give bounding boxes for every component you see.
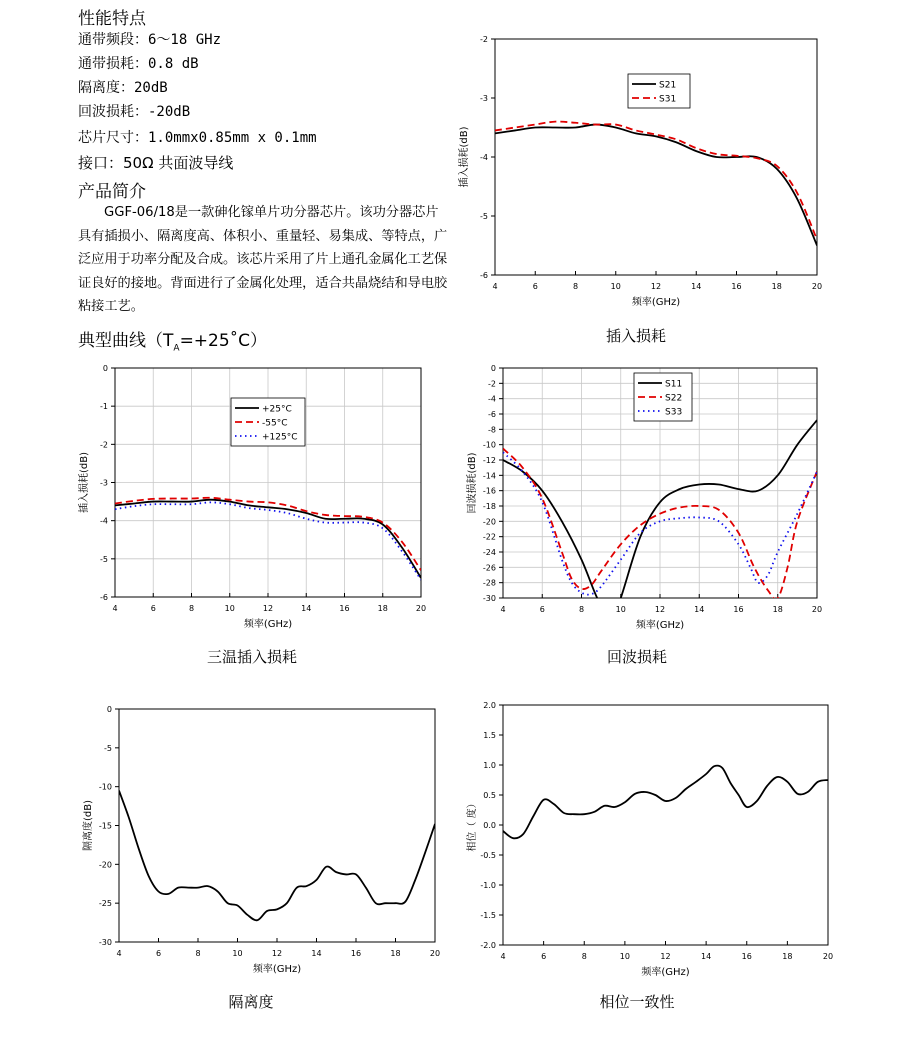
x-tick-label: 16 (731, 282, 742, 291)
x-tick-label: 18 (390, 949, 401, 958)
y-tick-label: -6 (480, 271, 488, 280)
y-tick-label: -16 (482, 486, 496, 496)
spec-line-return-loss: 回波损耗：-20dB (78, 104, 191, 120)
spec-line-chip-size: 芯片尺寸：1.0mmx0.85mm x 0.1mm (78, 130, 317, 146)
x-tick-label: 6 (150, 604, 156, 613)
y-tick-label: -22 (482, 532, 496, 542)
series-line-s21 (495, 125, 817, 246)
x-tick-label: 8 (578, 605, 585, 614)
x-tick-label: 16 (350, 949, 362, 958)
legend-label: -55°C (262, 418, 288, 429)
plot-frame (119, 709, 435, 942)
y-tick-label: -8 (488, 425, 496, 435)
x-tick-label: 20 (811, 605, 823, 614)
x-tick-label: 14 (301, 604, 312, 613)
x-tick-label: 20 (429, 949, 441, 958)
curves-heading-suffix: =+25˚C） (179, 331, 268, 351)
x-tick-label: 4 (492, 282, 498, 291)
x-tick-label: 10 (615, 605, 626, 614)
x-tick-label: 6 (532, 282, 538, 291)
x-axis-label: 频率(GHz) (631, 297, 681, 308)
x-tick-label: 12 (660, 952, 671, 961)
x-tick-label: 18 (771, 282, 782, 291)
series-line-s0 (119, 791, 435, 921)
x-tick-label: 12 (654, 605, 666, 614)
spec-line-loss: 通带损耗：0.8 dB (78, 56, 199, 72)
x-tick-label: 18 (772, 605, 783, 614)
legend-label: S11 (665, 379, 683, 390)
y-tick-label: -1.5 (480, 911, 496, 920)
x-tick-label: 18 (782, 952, 793, 961)
x-tick-label: 10 (224, 604, 235, 613)
y-axis-label: 插入损耗(dB) (79, 451, 90, 514)
y-tick-label: -3 (480, 94, 488, 103)
x-axis-label: 频率(GHz) (635, 620, 685, 631)
x-tick-label: 8 (581, 952, 587, 961)
caption-phase: 相位一致性 (599, 993, 675, 1011)
x-axis-label: 频率(GHz) (641, 967, 690, 978)
y-tick-label: 0 (106, 705, 112, 714)
intro-paragraph: GGF-06/18是一款砷化镓单片功分器芯片。该功分器芯片具有插损小、隔离度高、体积小、重量轻、易集成、等特点，广泛应用于功率分配及合成。该芯片采用了片上通孔金属化工艺保证良好的接地。背面进行了金属化处理，适合共晶烧结和导电胶粘接工艺。 (78, 205, 448, 314)
y-tick-label: -25 (98, 899, 112, 909)
y-tick-label: -6 (100, 593, 108, 602)
x-tick-label: 4 (116, 949, 122, 958)
y-tick-label: -4 (488, 394, 496, 404)
curves-heading-sub: A (173, 343, 180, 354)
x-tick-label: 16 (741, 952, 752, 961)
caption-three-temp: 三温插入损耗 (206, 648, 298, 666)
y-tick-label: -5 (100, 554, 108, 564)
y-tick-label: -15 (98, 821, 112, 831)
y-tick-label: -3 (100, 478, 108, 488)
spec-line-interface: 接口：50Ω 共面波导线 (78, 154, 234, 172)
y-tick-label: 1.0 (483, 761, 496, 770)
x-tick-label: 14 (311, 949, 322, 958)
y-tick-label: -18 (482, 502, 496, 511)
y-axis-label: 相位（ 度） (467, 798, 478, 852)
legend-label: S22 (665, 393, 683, 404)
x-tick-label: 6 (539, 605, 545, 614)
y-tick-label: -30 (482, 594, 496, 603)
x-tick-label: 18 (377, 604, 388, 613)
y-tick-label: -30 (98, 938, 112, 947)
y-tick-label: 0.5 (483, 791, 496, 800)
x-tick-label: 12 (271, 949, 283, 958)
legend-label: +125°C (262, 432, 298, 443)
y-tick-label: -26 (482, 563, 496, 573)
y-tick-label: -2.0 (480, 941, 496, 950)
x-tick-label: 8 (188, 604, 195, 613)
spec-line-isolation: 隔离度：20dB (78, 80, 168, 96)
x-tick-label: 10 (232, 949, 243, 958)
y-tick-label: -0.5 (480, 851, 496, 860)
y-tick-label: -5 (104, 743, 112, 753)
plot-frame (503, 705, 828, 945)
x-tick-label: 14 (694, 605, 705, 614)
legend-label: S21 (659, 80, 677, 91)
series-line-s31 (495, 122, 817, 240)
y-tick-label: -10 (482, 440, 496, 450)
curves-heading-prefix: 典型曲线（T (78, 331, 174, 351)
y-tick-label: 0 (102, 364, 108, 373)
chart-three_temp (77, 364, 426, 630)
x-tick-label: 4 (500, 952, 506, 961)
y-axis-label: 回波损耗(dB) (467, 452, 478, 514)
x-tick-label: 14 (701, 952, 712, 961)
x-tick-label: 4 (112, 604, 118, 613)
x-tick-label: 4 (500, 605, 506, 614)
y-tick-label: 0 (490, 364, 496, 373)
y-tick-label: 0.0 (483, 821, 496, 830)
caption-return-loss: 回波损耗 (606, 648, 668, 666)
y-tick-label: -4 (100, 516, 108, 526)
y-tick-label: -20 (482, 517, 496, 527)
intro-heading: 产品简介 (78, 182, 146, 202)
y-tick-label: -5 (480, 212, 488, 221)
y-tick-label: -1 (100, 402, 108, 412)
y-tick-label: -10 (98, 782, 112, 792)
y-tick-label: 2.0 (483, 701, 496, 710)
y-tick-label: -24 (482, 548, 496, 557)
legend-label: +25°C (262, 404, 292, 415)
legend-label: S33 (665, 407, 683, 418)
x-tick-label: 10 (610, 282, 621, 291)
x-tick-label: 20 (415, 604, 427, 613)
x-tick-label: 10 (619, 952, 630, 961)
x-tick-label: 12 (650, 282, 662, 291)
y-tick-label: -14 (482, 471, 496, 481)
y-tick-label: -1.0 (480, 881, 496, 890)
chart-return_loss (465, 364, 822, 631)
x-tick-label: 20 (822, 952, 834, 961)
chart-isolation (81, 705, 440, 975)
series-line-s0 (503, 766, 828, 839)
x-tick-label: 8 (572, 282, 579, 291)
chart-insertion_loss (457, 35, 822, 308)
y-axis-label: 插入损耗(dB) (459, 126, 470, 188)
x-tick-label: 6 (541, 952, 547, 961)
y-tick-label: 1.5 (483, 731, 496, 740)
caption-insertion-loss: 插入损耗 (605, 327, 667, 345)
y-tick-label: -28 (482, 578, 496, 588)
legend-label: S31 (659, 94, 677, 105)
x-tick-label: 12 (262, 604, 274, 613)
x-axis-label: 频率(GHz) (252, 964, 302, 975)
y-tick-label: -2 (480, 35, 488, 44)
y-tick-label: -12 (482, 456, 496, 465)
x-tick-label: 16 (339, 604, 350, 613)
x-tick-label: 20 (811, 282, 823, 291)
spec-line-band: 通带频段：6～18 GHz (78, 32, 222, 48)
x-tick-label: 6 (155, 949, 162, 958)
y-axis-label: 隔离度(dB) (83, 799, 94, 852)
features-heading: 性能特点 (78, 9, 146, 29)
caption-isolation: 隔离度 (228, 993, 274, 1011)
x-tick-label: 8 (195, 949, 201, 958)
y-tick-label: -4 (480, 153, 488, 162)
x-axis-label: 频率(GHz) (243, 619, 293, 630)
x-tick-label: 16 (733, 605, 744, 614)
x-tick-label: 14 (691, 282, 702, 291)
y-tick-label: -2 (488, 379, 496, 389)
y-tick-label: -20 (98, 860, 112, 870)
y-tick-label: -2 (100, 440, 108, 450)
chart-phase (465, 701, 833, 978)
y-tick-label: -6 (488, 410, 496, 419)
